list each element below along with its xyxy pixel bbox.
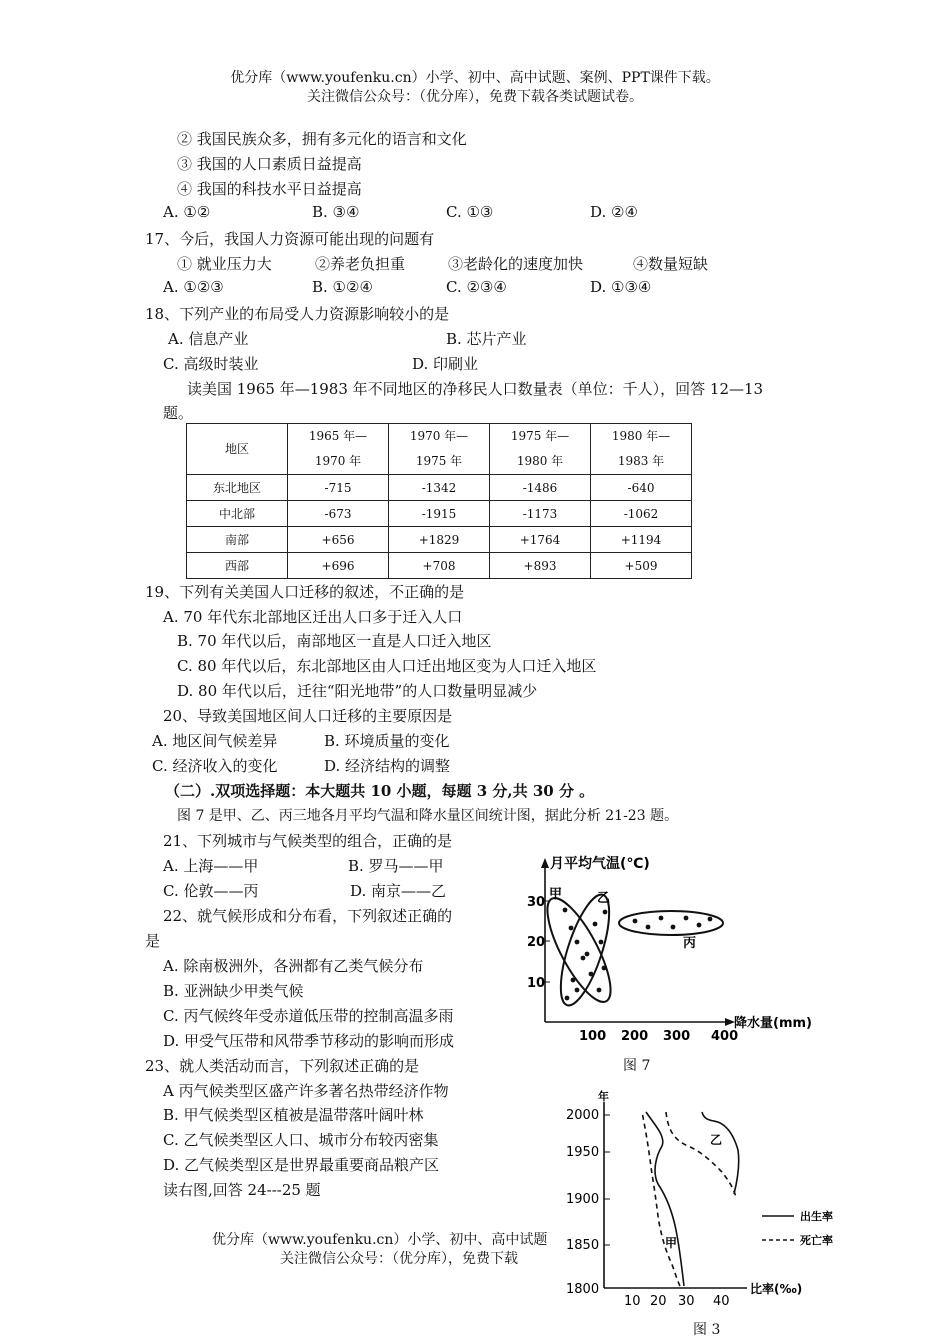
q16-option-d: D. ②④: [590, 203, 638, 221]
table-header-cell: 1970 年— 1975 年: [389, 424, 490, 475]
figure-7-chart: [505, 850, 835, 1050]
q22-option-d: D. 甲受气压带和风带季节移动的影响而形成: [163, 1032, 455, 1050]
section-2-intro: 图 7 是甲、乙、丙三地各月平均气温和降水量区间统计图，据此分析 21-23 题。: [177, 808, 679, 824]
q18-option-a: A. 信息产业: [168, 330, 249, 348]
fig3-label-yi: 乙: [710, 1133, 723, 1147]
fig7-y-tick: 20: [527, 935, 546, 950]
q17-option-b: B. ①②④: [312, 278, 373, 296]
fig7-label-jia: 甲: [549, 887, 563, 902]
q22-option-a: A. 除南极洲外，各洲都有乙类气候分布: [163, 957, 424, 975]
table-header-cell: 1965 年— 1970 年: [288, 424, 389, 475]
table-cell: +893: [490, 553, 591, 579]
fig7-caption: 图 7: [623, 1058, 651, 1074]
q19-stem: 19、下列有关美国人口迁移的叙述，不正确的是: [145, 583, 465, 601]
fig7-x-tick: 200: [621, 1029, 649, 1044]
table-cell: -640: [591, 475, 692, 501]
fig7-label-yi: 乙: [597, 891, 611, 906]
table-cell: 东北地区: [187, 475, 288, 501]
q17-stem: 17、今后，我国人力资源可能出现的问题有: [145, 230, 435, 248]
table-cell: +1194: [591, 527, 692, 553]
table-intro-line-2: 题。: [163, 404, 194, 422]
footer-line-2: 关注微信公众号：（优分库），免费下载: [280, 1251, 518, 1267]
fig7-y-arrow: [541, 858, 549, 868]
q19-option-a: A. 70 年代东北部地区迁出人口多于迁入人口: [163, 608, 463, 626]
fig3-y-tick: 2000: [566, 1108, 600, 1123]
table-row: [187, 501, 692, 527]
fig7-ylabel: 月平均气温(℃): [550, 856, 650, 872]
table-cell: 西部: [187, 553, 288, 579]
fig7-dots: [563, 908, 713, 1001]
fig3-x-tick: 20: [650, 1294, 667, 1309]
table-cell: +708: [389, 553, 490, 579]
table-cell: +656: [288, 527, 389, 553]
q21-option-c: C. 伦敦——丙: [163, 882, 259, 900]
fig7-xlabel: 降水量(mm): [734, 1016, 812, 1031]
q20-option-a: A. 地区间气候差异: [152, 732, 278, 750]
q20-option-b: B. 环境质量的变化: [324, 732, 450, 750]
fig3-y-tick: 1850: [566, 1238, 600, 1253]
q17-item-1: ① 就业压力大: [177, 255, 272, 273]
q21-option-d: D. 南京——乙: [350, 882, 447, 900]
table-cell: +696: [288, 553, 389, 579]
table-header-cell: 1980 年— 1983 年: [591, 424, 692, 475]
q21-stem: 21、下列城市与气候类型的组合，正确的是: [163, 832, 453, 850]
fig3-y-tick: 1950: [566, 1145, 600, 1160]
header-line-2: 关注微信公众号：（优分库），免费下载各类试题试卷。: [307, 89, 643, 105]
q23-option-b: B. 甲气候类型区植被是温带落叶阔叶林: [163, 1106, 424, 1124]
fig3-x-tick: 10: [624, 1294, 641, 1309]
q19-option-b: B. 70 年代以后，南部地区一直是人口迁入地区: [177, 632, 492, 650]
fig7-y-tick: 30: [527, 895, 546, 910]
q20-option-c: C. 经济收入的变化: [152, 757, 278, 775]
fig3-ylabel: 年: [598, 1090, 609, 1103]
q17-item-3: ③老龄化的速度加快: [448, 255, 584, 273]
q17-option-d: D. ①③④: [590, 278, 652, 296]
header-line-1: 优分库（www.youfenku.cn）小学、初中、高中试题、案例、PPT课件下载。: [230, 70, 720, 86]
table-cell: 中北部: [187, 501, 288, 527]
table-intro-line-1: 读美国 1965 年—1983 年不同地区的净移民人口数量表（单位：千人），回答 12—13: [187, 380, 764, 398]
read-right-instruction: 读右图,回答 24---25 题: [163, 1181, 321, 1199]
q16-option-b: B. ③④: [312, 203, 360, 221]
table-cell: -1915: [389, 501, 490, 527]
fig3-y-tick: 1900: [566, 1192, 600, 1207]
fig3-label-jia: 甲: [665, 1236, 678, 1250]
q22-option-b: B. 亚洲缺少甲类气候: [163, 982, 304, 1000]
q23-option-a: A 丙气候类型区盛产许多著名热带经济作物: [163, 1082, 449, 1100]
q23-option-d: D. 乙气候类型区是世界最重要商品粮产区: [163, 1156, 440, 1174]
fig7-label-bing: 丙: [683, 936, 697, 951]
table-header-cell: 地区: [187, 424, 288, 475]
q21-option-a: A. 上海——甲: [163, 857, 259, 875]
q18-option-b: B. 芯片产业: [446, 330, 527, 348]
table-cell: +1829: [389, 527, 490, 553]
q16-option-a: A. ①②: [163, 203, 211, 221]
table-cell: -715: [288, 475, 389, 501]
q21-option-b: B. 罗马——甲: [348, 857, 444, 875]
fig7-y-tick: 10: [527, 976, 546, 991]
q16-option-c: C. ①③: [446, 203, 494, 221]
fig3-y-tick: 1800: [566, 1282, 600, 1297]
q20-option-d: D. 经济结构的调整: [324, 757, 451, 775]
fig7-x-tick: 300: [663, 1029, 691, 1044]
table-row: [187, 527, 692, 553]
q22-stem-cont: 是: [145, 932, 161, 950]
fig3-caption: 图 3: [693, 1322, 721, 1338]
q20-stem: 20、导致美国地区间人口迁移的主要原因是: [163, 707, 453, 725]
fig3-legend-death: 死亡率: [800, 1234, 833, 1247]
figure-3-chart: [562, 1090, 852, 1312]
q18-option-c: C. 高级时装业: [163, 355, 259, 373]
fig3-legend-birth: 出生率: [800, 1210, 833, 1223]
fig7-x-tick: 100: [579, 1029, 607, 1044]
table-row: [187, 475, 692, 501]
q17-option-a: A. ①②③: [163, 278, 224, 296]
q16-item-4: ④ 我国的科技水平日益提高: [177, 180, 362, 198]
footer-line-1: 优分库（www.youfenku.cn）小学、初中、高中试题: [212, 1232, 548, 1248]
table-cell: -1062: [591, 501, 692, 527]
table-cell: +509: [591, 553, 692, 579]
table-cell: -673: [288, 501, 389, 527]
fig3-birth-rate-line: [646, 1112, 739, 1286]
table-cell: +1764: [490, 527, 591, 553]
fig3-xlabel: 比率(‰): [750, 1282, 803, 1296]
section-2-title: （二）.双项选择题：本大题共 10 小题，每题 3 分,共 30 分 。: [165, 782, 595, 800]
table-cell: -1173: [490, 501, 591, 527]
table-header-row: [187, 424, 692, 475]
q18-stem: 18、下列产业的布局受人力资源影响较小的是: [145, 305, 450, 323]
table-row: [187, 553, 692, 579]
q17-item-2: ②养老负担重: [315, 255, 406, 273]
fig3-x-tick: 30: [678, 1294, 695, 1309]
q17-item-4: ④数量短缺: [633, 255, 709, 273]
table-cell: -1486: [490, 475, 591, 501]
table-cell: -1342: [389, 475, 490, 501]
q22-stem: 22、就气候形成和分布看，下列叙述正确的: [163, 907, 453, 925]
q16-item-2: ② 我国民族众多，拥有多元化的语言和文化: [177, 130, 467, 148]
q19-option-d: D. 80 年代以后，迁往“阳光地带”的人口数量明显减少: [177, 682, 538, 700]
table-cell: 南部: [187, 527, 288, 553]
q18-option-d: D. 印刷业: [412, 355, 479, 373]
q16-item-3: ③ 我国的人口素质日益提高: [177, 155, 362, 173]
fig3-x-tick: 40: [713, 1294, 730, 1309]
q23-option-c: C. 乙气候类型区人口、城市分布较丙密集: [163, 1131, 439, 1149]
q17-option-c: C. ②③④: [446, 278, 507, 296]
fig7-x-tick: 400: [711, 1029, 739, 1044]
fig7-region-yi: [551, 890, 619, 1011]
q19-option-c: C. 80 年代以后，东北部地区由人口迁出地区变为人口迁入地区: [177, 657, 597, 675]
q23-stem: 23、就人类活动而言，下列叙述正确的是: [145, 1057, 420, 1075]
q22-option-c: C. 丙气候终年受赤道低压带的控制高温多雨: [163, 1007, 454, 1025]
migration-table: [186, 423, 692, 579]
table-header-cell: 1975 年— 1980 年: [490, 424, 591, 475]
